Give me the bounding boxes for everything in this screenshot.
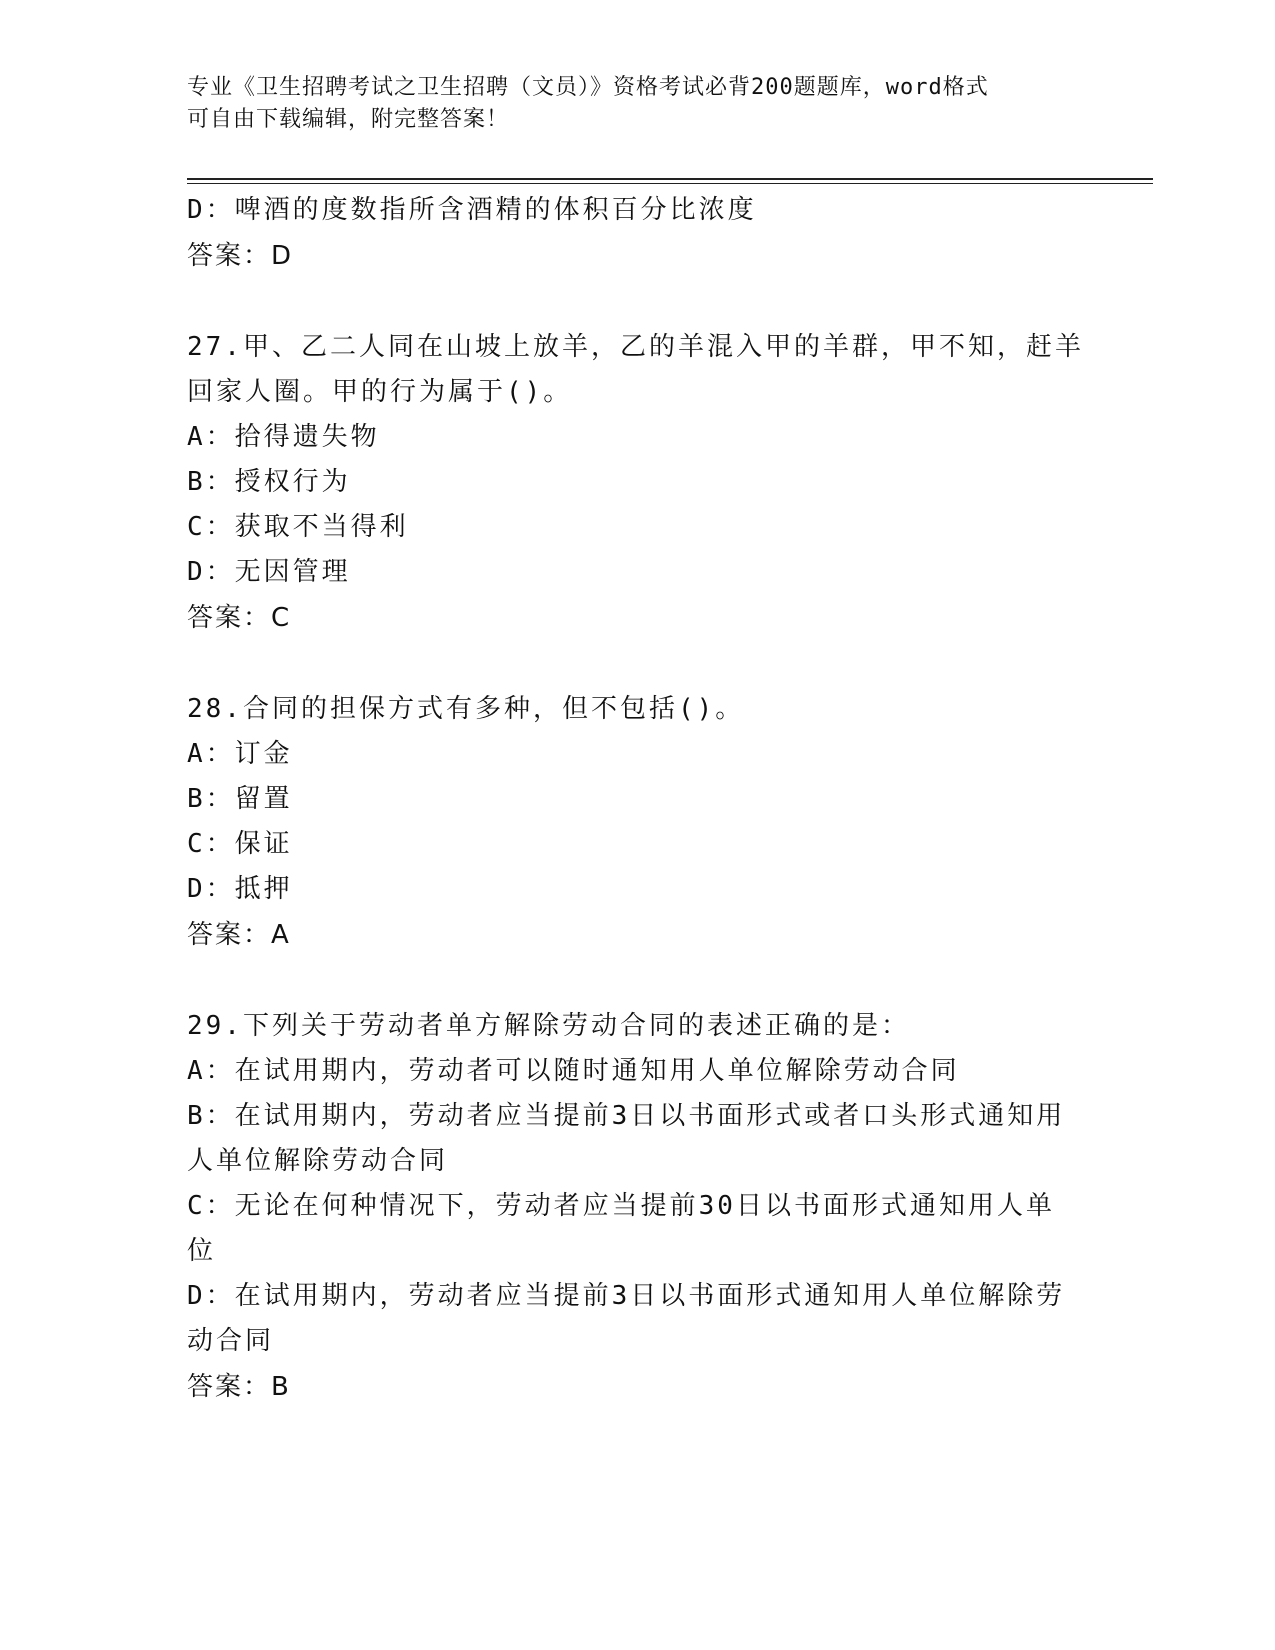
option-d: D：啤酒的度数指所含酒精的体积百分比浓度 — [187, 195, 757, 225]
header-divider-thick — [187, 178, 1153, 180]
option-b-cont: 人单位解除劳动合同 — [187, 1146, 449, 1176]
question-27 — [187, 325, 1087, 642]
option-c: C：保证 — [187, 829, 293, 859]
option-c-cont: 位 — [187, 1236, 217, 1266]
header-line-2: 可自由下载编辑，附完整答案！ — [187, 107, 510, 132]
document-body — [187, 188, 1087, 1411]
question-stem: 27.甲、乙二人同在山坡上放羊，乙的羊混入甲的羊群，甲不知，赶羊 — [187, 332, 1084, 362]
answer-line: 答案：C — [187, 603, 292, 633]
document-header — [187, 72, 1087, 136]
header-divider-thin — [187, 183, 1153, 184]
option-c: C：获取不当得利 — [187, 512, 409, 542]
option-c: C：无论在何种情况下，劳动者应当提前30日以书面形式通知用人单 — [187, 1191, 1055, 1221]
answer-line: 答案：B — [187, 1372, 291, 1402]
option-b: B：授权行为 — [187, 467, 351, 497]
option-a: A：拾得遗失物 — [187, 422, 380, 452]
option-b: B：在试用期内，劳动者应当提前3日以书面形式或者口头形式通知用 — [187, 1101, 1066, 1131]
option-d: D：无因管理 — [187, 557, 351, 587]
option-d: D：抵押 — [187, 874, 293, 904]
answer-line: 答案：D — [187, 241, 294, 271]
question-stem: 28.合同的担保方式有多种，但不包括()。 — [187, 694, 745, 724]
option-d-cont: 动合同 — [187, 1326, 275, 1356]
question-stem: 29.下列关于劳动者单方解除劳动合同的表述正确的是： — [187, 1011, 910, 1041]
option-a: A：在试用期内，劳动者可以随时通知用人单位解除劳动合同 — [187, 1056, 960, 1086]
option-a: A：订金 — [187, 739, 293, 769]
header-line-1: 专业《卫生招聘考试之卫生招聘（文员）》资格考试必背200题题库，word格式 — [187, 75, 989, 100]
answer-line: 答案：A — [187, 920, 291, 950]
question-29 — [187, 1004, 1087, 1411]
question-stem-cont: 回家人圈。甲的行为属于()。 — [187, 377, 573, 407]
question-26-tail — [187, 188, 1087, 280]
option-b: B：留置 — [187, 784, 293, 814]
question-28 — [187, 687, 1087, 959]
option-d: D：在试用期内，劳动者应当提前3日以书面形式通知用人单位解除劳 — [187, 1281, 1066, 1311]
